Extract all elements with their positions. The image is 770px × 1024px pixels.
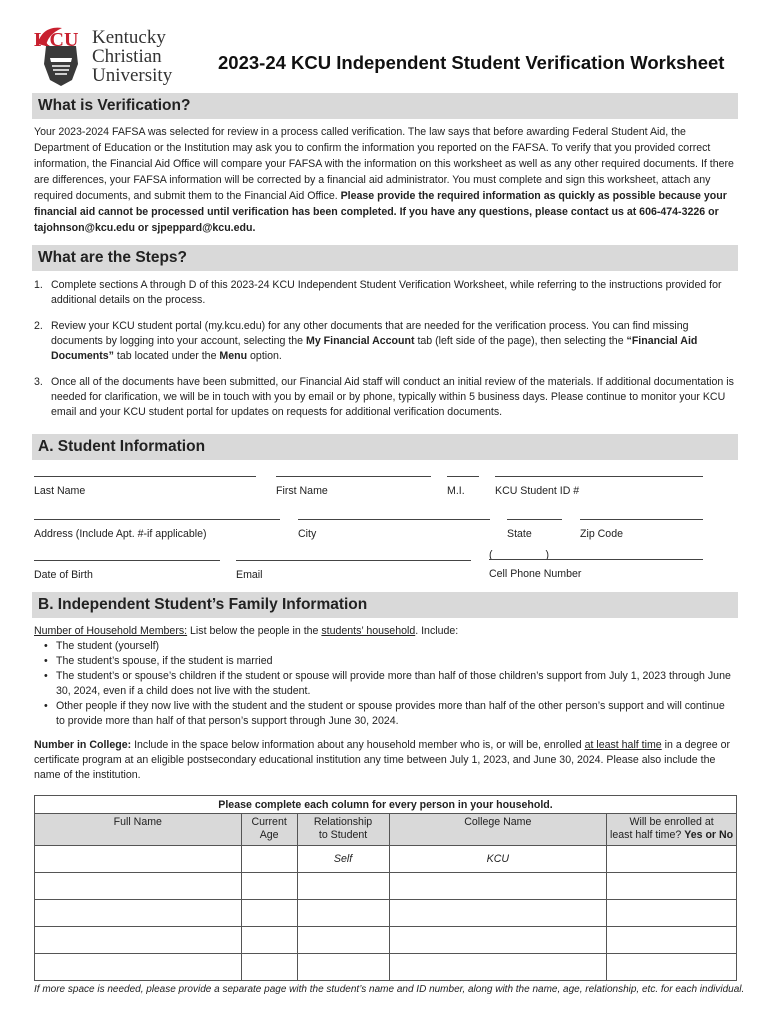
table-caption: Please complete each column for every person in your household. <box>35 796 737 814</box>
document-header <box>32 24 742 90</box>
cell-enrolled[interactable] <box>607 927 737 954</box>
cell-relationship[interactable] <box>297 954 389 981</box>
header-full-name: Full Name <box>35 814 242 846</box>
step-item <box>34 278 738 308</box>
step-number: 1. <box>34 279 43 291</box>
field-label: M.I. <box>447 485 465 497</box>
header-text: Relationship <box>313 816 373 828</box>
cell-relationship[interactable] <box>297 873 389 900</box>
field-label: Last Name <box>34 485 86 497</box>
step-text: Once all of the documents have been submitted, our Financial Aid staff will conduct an initial review of the materials. If additional documentation is needed for clarification, we will be in touch with you by email or by phone, typically within 5 business days. Please continue to monitor your KCU email and your KCU student portal for updates on requests for additional verification documents. <box>51 376 734 418</box>
table-row <box>35 927 737 954</box>
step-number: 3. <box>34 376 43 388</box>
cell-college[interactable] <box>389 954 607 981</box>
household-table <box>34 795 737 981</box>
cell-enrolled[interactable] <box>607 954 737 981</box>
step-number: 2. <box>34 320 43 332</box>
cell-college[interactable] <box>389 900 607 927</box>
household-text: . Include: <box>415 625 459 637</box>
household-text: List below the people in the <box>187 625 322 637</box>
household-underlined: students’ household <box>321 625 416 637</box>
section-header-family-info <box>32 592 738 618</box>
middle-initial-field[interactable] <box>447 476 479 497</box>
list-item: • The student’s or spouse’s children if the student or spouse will provide more than half of those children’s support from July 1, 2023 through June 30, 2024, even if a child does not live with the student. <box>44 669 734 699</box>
field-label: Cell Phone Number <box>489 568 582 580</box>
cell-age[interactable] <box>241 954 297 981</box>
section-heading: What are the Steps? <box>38 249 187 266</box>
page-title: 2023-24 KCU Independent Student Verification Worksheet <box>218 52 725 73</box>
kcu-logo <box>32 24 192 88</box>
college-text: Include in the space below information about any household member who is, or will be, enrolled <box>131 739 585 751</box>
step-bold: “Financial Aid Documents” <box>51 335 698 362</box>
date-of-birth-field[interactable] <box>34 560 220 581</box>
cell-full-name[interactable] <box>35 954 242 981</box>
logo-wordmark <box>92 28 172 85</box>
step-text: option. <box>247 350 282 362</box>
step-bold: My Financial Account <box>306 335 415 347</box>
cell-full-name[interactable] <box>35 873 242 900</box>
college-label: Number in College: <box>34 739 132 751</box>
section-heading: What is Verification? <box>38 97 191 114</box>
college-underlined: at least half time <box>584 739 662 751</box>
cell-age[interactable] <box>241 900 297 927</box>
header-text: to Student <box>318 829 368 841</box>
section-header-verification <box>32 93 738 119</box>
first-name-field[interactable] <box>276 476 431 497</box>
field-label: First Name <box>276 485 328 497</box>
header-text: Current <box>251 816 287 828</box>
header-text-bold: Yes or No <box>684 829 734 841</box>
cell-relationship[interactable] <box>297 900 389 927</box>
cell-relationship[interactable]: Self <box>297 846 389 873</box>
table-row <box>35 846 737 873</box>
list-item: • Other people if they now live with the student and the student or spouse provides more than half of the other person’s support and will continue to provide more than half of that person’s support through June 30, 2024. <box>44 699 734 729</box>
field-label: Address (Include Apt. #-if applicable) <box>34 528 207 540</box>
cell-age[interactable] <box>241 873 297 900</box>
zip-code-field[interactable] <box>580 519 703 540</box>
section-header-student-info <box>32 434 738 460</box>
cell-full-name[interactable] <box>35 927 242 954</box>
cell-full-name[interactable] <box>35 900 242 927</box>
step-text: Review your KCU student portal (my.kcu.edu) for any other documents that are needed for the verification process. You can find missing documents by logging into your account, selecting the <box>51 320 689 347</box>
header-text: Will be enrolled at <box>629 816 714 828</box>
verification-body-bold: Please provide the required information as quickly as possible because your financial aid cannot be processed until verification has been completed. If you have any questions, please contact us at 606-474-3226 or tajohnson@kcu.edu or sjpeppard@kcu.edu. <box>34 190 727 234</box>
field-label: State <box>507 528 532 540</box>
logo-line-1: Kentucky <box>92 27 166 48</box>
cell-enrolled[interactable] <box>607 873 737 900</box>
phone-area-code <box>489 549 703 560</box>
header-current-age <box>241 814 297 846</box>
household-label: Number of Household Members: <box>34 625 188 637</box>
table-row <box>35 900 737 927</box>
step-text: tab (left side of the page), then selecting the <box>414 335 627 347</box>
verification-body: Your 2023-2024 FAFSA was selected for review in a process called verification. The law says that before awarding Federal Student Aid, the Department of Education or the Institution may ask you to confirm the information you reported on the FAFSA. To verify that you provided correct information, the Financial Aid Office will compare your FAFSA with the information on this worksheet as well as any other required documents. If there are differences, your FAFSA information will be corrected by a financial aid administrator. You must complete and sign this worksheet, attach any required documents, and submit them to the Financial Aid Office. <box>34 126 734 202</box>
cell-college[interactable]: KCU <box>389 846 607 873</box>
cell-college[interactable] <box>389 927 607 954</box>
steps-list <box>34 278 738 431</box>
table-row <box>35 873 737 900</box>
section-header-steps <box>32 245 738 271</box>
household-instructions <box>34 624 734 729</box>
last-name-field[interactable] <box>34 476 256 497</box>
logo-line-2: Christian <box>92 46 162 67</box>
step-text: Complete sections A through D of this 2023-24 KCU Independent Student Verification Worksheet, while referring to the instructions provided for additional details on the process. <box>51 279 722 306</box>
cell-college[interactable] <box>389 873 607 900</box>
header-text: least half time? <box>610 829 685 841</box>
cell-full-name[interactable] <box>35 846 242 873</box>
field-label: Date of Birth <box>34 569 93 581</box>
address-field[interactable] <box>34 519 280 540</box>
header-college-name: College Name <box>389 814 607 846</box>
list-item: • The student (yourself) <box>44 639 734 654</box>
verification-paragraph <box>34 124 734 236</box>
cell-relationship[interactable] <box>297 927 389 954</box>
college-text: in a degree or certificate program at an eligible postsecondary educational institution any time between July 1, 2023, and June 30, 2024. Please also include the name of the institution. <box>34 739 731 781</box>
logo-line-3: University <box>92 65 173 86</box>
household-intro <box>34 624 734 639</box>
step-text: tab located under the <box>113 350 220 362</box>
step-bold: Menu <box>219 350 248 362</box>
section-heading: B. Independent Student’s Family Information <box>38 596 368 613</box>
email-field[interactable] <box>236 560 471 581</box>
table-header-row <box>35 814 737 846</box>
footnote: If more space is needed, please provide a separate page with the student’s name and ID number, along with the name, age, relationship, etc. for each individual. <box>34 984 745 995</box>
svg-text:KCU: KCU <box>34 29 79 51</box>
student-id-field[interactable] <box>495 476 703 497</box>
step-item <box>34 375 738 420</box>
cell-age[interactable] <box>241 927 297 954</box>
field-label: KCU Student ID # <box>495 485 580 497</box>
header-relationship <box>297 814 389 846</box>
step-item <box>34 319 738 364</box>
cell-enrolled[interactable] <box>607 900 737 927</box>
household-bullet-list <box>44 639 734 729</box>
state-field[interactable] <box>507 519 562 540</box>
header-text: Age <box>259 829 279 841</box>
section-heading: A. Student Information <box>38 438 206 455</box>
list-item: • The student’s spouse, if the student is married <box>44 654 734 669</box>
college-instructions <box>34 738 734 783</box>
field-label: Zip Code <box>580 528 623 540</box>
field-label: City <box>298 528 317 540</box>
header-enrolled <box>607 814 737 846</box>
field-label: Email <box>236 569 263 581</box>
knight-helmet-icon <box>32 24 90 88</box>
cell-phone-field[interactable] <box>489 549 703 580</box>
city-field[interactable] <box>298 519 490 540</box>
cell-enrolled[interactable] <box>607 846 737 873</box>
cell-age[interactable] <box>241 846 297 873</box>
phone-area-code-text: (_________) <box>489 549 550 560</box>
table-row <box>35 954 737 981</box>
